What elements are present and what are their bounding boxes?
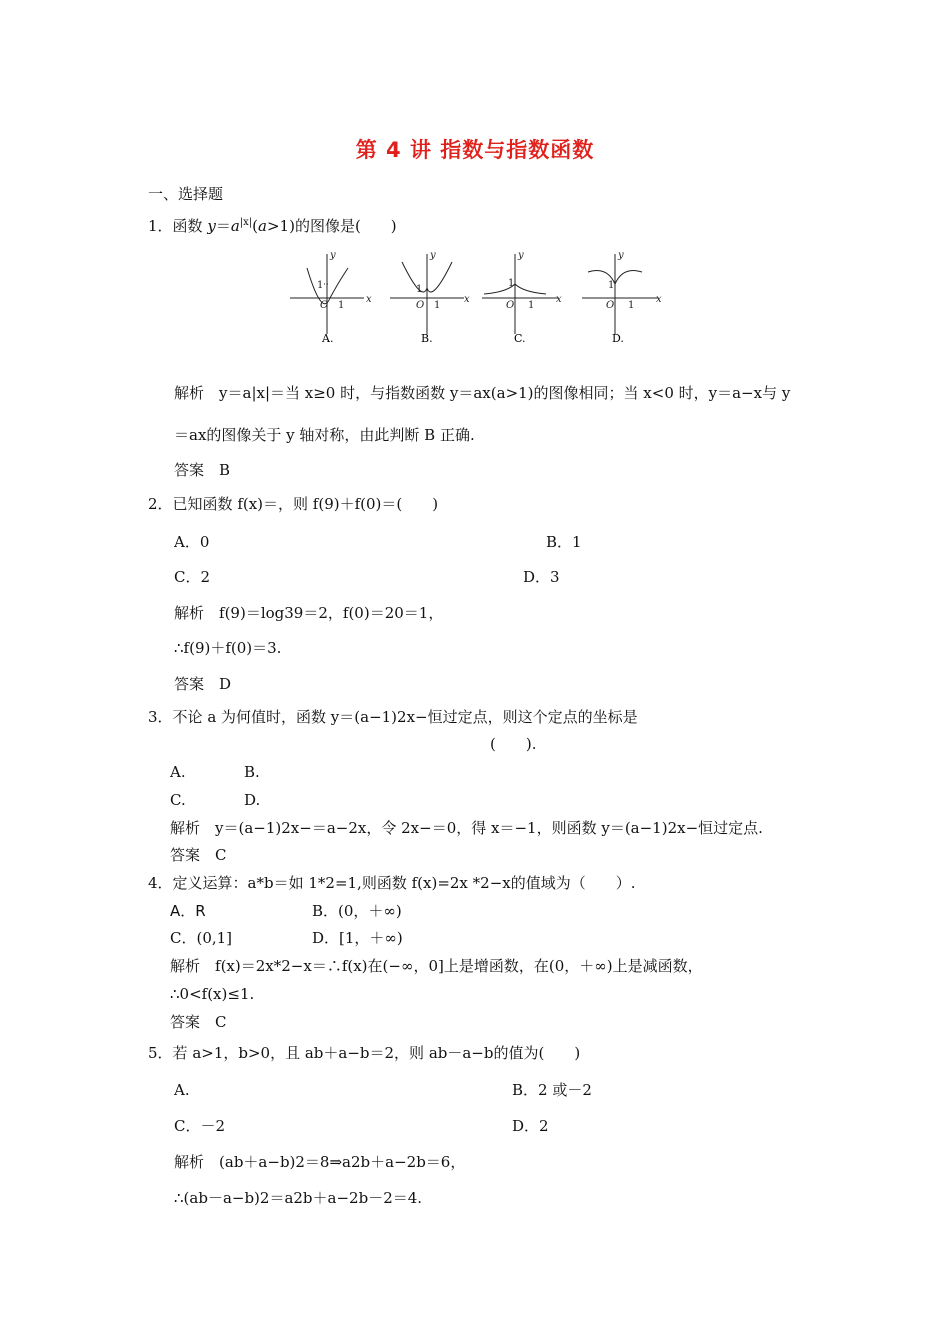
question-1-answer: 答案 B [174,461,231,479]
question-1-analysis-line-2: ＝ax的图像关于 y 轴对称，由此判断 B 正确. [174,426,475,444]
svg-text:x: x [656,294,662,305]
question-3-analysis: 解析 y＝(a−1)2x−＝a−2x，令 2x−＝0，得 x＝−1，则函数 y＝(a−1)2x−恒过定点. [170,819,763,837]
svg-text:1: 1 [508,278,515,289]
question-4-option-d: D．[1，＋∞) [312,929,403,947]
question-5-option-d: D．2 [512,1117,549,1135]
svg-text:1: 1 [317,280,324,291]
svg-text:1: 1 [416,284,423,295]
question-3-stem-tail: ( ). [490,735,537,753]
svg-text:x: x [366,294,372,305]
svg-text:1: 1 [338,300,345,311]
question-2-option-b: B．1 [546,533,582,551]
svg-text:1: 1 [608,280,615,291]
graph-label-a: A. [322,332,334,345]
svg-text:1: 1 [528,300,535,311]
question-2-option-d: D．3 [523,568,560,586]
question-4-answer: 答案 C [170,1013,227,1031]
question-1-graphs [282,248,664,350]
page-title: 第 4 讲 指数与指数函数 [355,138,595,162]
question-4-option-b: B．(0，＋∞) [312,902,402,920]
svg-text:y: y [430,250,436,261]
question-1-analysis-line-1: 解析 y＝a|x|＝当 x≥0 时，与指数函数 y＝ax(a>1)的图像相同；当 x<0 时，y＝a−x与 y [174,384,791,402]
question-4-option-c: C．(0,1] [170,929,233,947]
question-3-stem: 3．不论 a 为何值时，函数 y＝(a−1)2x−恒过定点，则这个定点的坐标是 [148,708,638,726]
question-1-stem: 1．函数 $y=a^{|x|}(a>1)$的图像是( ) [148,217,397,235]
graph-label-c: C. [514,332,526,345]
question-4-option-a: A．R [170,902,206,920]
question-2-stem: 2．已知函数 f(x)＝，则 f(9)＋f(0)＝( ) [148,495,439,513]
svg-text:O: O [320,300,329,311]
question-5-option-c: C．－2 [174,1117,226,1135]
question-4-analysis-line-1: 解析 f(x)＝2x*2−x＝∴f(x)在(−∞，0]上是增函数，在(0，＋∞)上是减函数， [170,957,703,975]
section-heading: 一、选择题 [148,185,224,203]
question-3-answer: 答案 C [170,846,227,864]
question-2-analysis-line-1: 解析 f(9)＝log39＝2，f(0)＝20＝1， [174,604,444,622]
svg-text:x: x [464,294,470,305]
question-5-option-b: B．2 或－2 [512,1081,592,1099]
question-2-option-a: A．0 [174,533,210,551]
question-3-option-b: B. [244,763,260,781]
svg-text:y: y [618,250,624,261]
question-4-stem: 4．定义运算：a*b＝如 1*2=1,则函数 f(x)=2x *2−x的值域为（ ）. [148,874,636,892]
question-5-stem: 5．若 a>1，b>0，且 ab＋a−b＝2，则 ab－a−b的值为( ) [148,1044,581,1062]
graph-d [582,250,662,334]
graph-b [390,250,470,334]
svg-text:O: O [506,300,515,311]
question-2-answer: 答案 D [174,675,232,693]
svg-text:O: O [416,300,425,311]
question-3-option-d: D. [244,791,261,809]
svg-text:1: 1 [628,300,635,311]
graph-a [290,250,372,334]
question-2-option-c: C．2 [174,568,211,586]
svg-text:x: x [556,294,562,305]
question-5-option-a: A. [174,1081,190,1099]
question-4-analysis-line-2: ∴0<f(x)≤1. [170,985,255,1003]
question-5-analysis-line-1: 解析 (ab＋a−b)2＝8⇒a2b＋a−2b＝6， [174,1153,466,1171]
svg-text:y: y [518,250,524,261]
svg-text:1: 1 [434,300,441,311]
question-3-option-a: A. [170,763,186,781]
svg-text:O: O [606,300,615,311]
graph-c [482,250,562,334]
question-3-option-c: C. [170,791,186,809]
graph-label-d: D. [612,332,624,345]
svg-text:y: y [330,250,336,261]
graph-label-b: B. [421,332,433,345]
question-5-analysis-line-2: ∴(ab－a−b)2＝a2b＋a−2b－2＝4. [174,1189,423,1207]
question-2-analysis-line-2: ∴f(9)＋f(0)＝3. [174,639,282,657]
